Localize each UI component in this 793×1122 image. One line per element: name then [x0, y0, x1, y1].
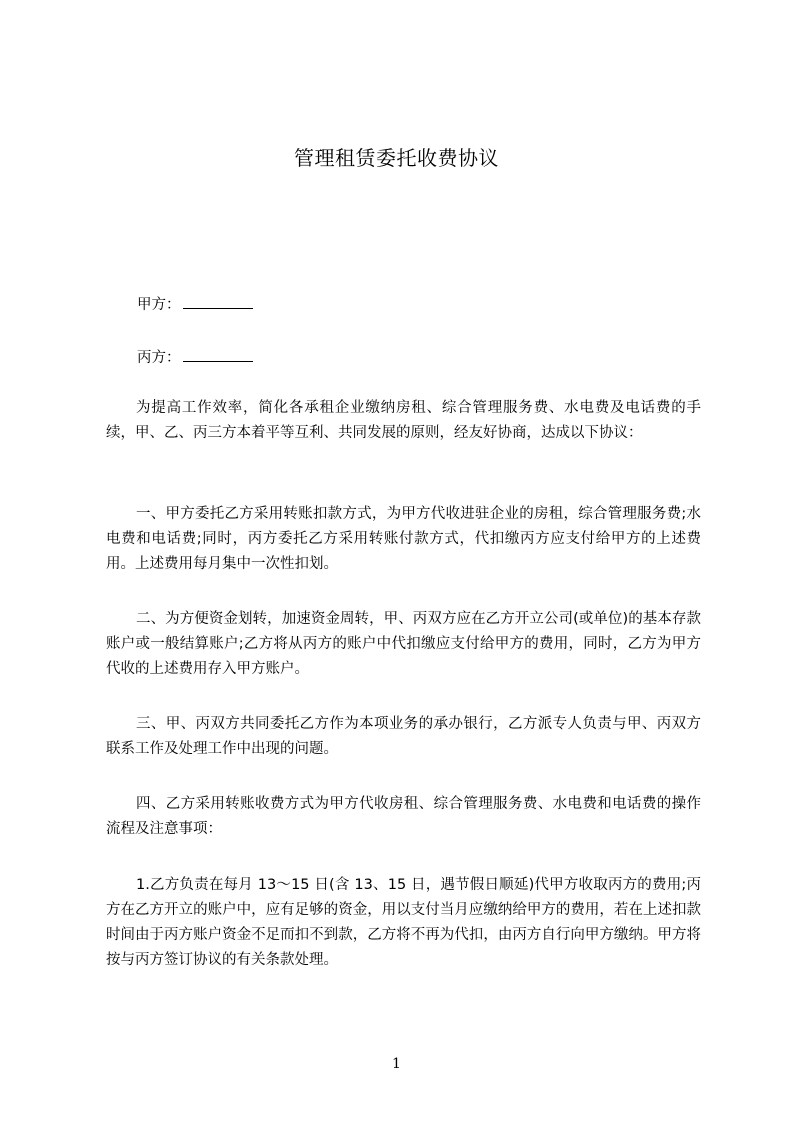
paragraph-intro: 为提高工作效率，简化各承租企业缴纳房租、综合管理服务费、水电费及电话费的手续，甲、乙、丙三方本着平等互利、共同发展的原则，经友好协商，达成以下协议： — [106, 400, 701, 441]
party-a-field — [137, 293, 253, 314]
page-number: 1 — [392, 1056, 401, 1072]
paragraph-clause-3: 三、甲、丙双方共同委托乙方作为本项业务的承办银行，乙方派专人负责与甲、丙双方联系工作及处理工作中出现的问题。 — [106, 716, 701, 757]
party-c-label: 丙方： — [137, 350, 181, 366]
paragraph-clause-4-item-1: 1.乙方负责在每月 13～15 日(含 13、15 日，遇节假日顺延)代甲方收取丙方的费用;丙方在乙方开立的账户中，应有足够的资金，用以支付当月应缴纳给甲方的费用，若在上述扣款时间由于丙方账户资金不足而扣不到款，乙方将不再为代扣，由丙方自行向甲方缴纳。甲方将按与丙方签订协议的有关条款处理。 — [106, 877, 701, 968]
paragraph-clause-4: 四、乙方采用转账收费方式为甲方代收房租、综合管理服务费、水电费和电话费的操作流程及注意事项： — [106, 796, 701, 837]
party-a-label: 甲方： — [137, 297, 181, 313]
paragraph-clause-1: 一、甲方委托乙方采用转账扣款方式，为甲方代收进驻企业的房租，综合管理服务费;水电费和电话费;同时，丙方委托乙方采用转账付款方式，代扣缴丙方应支付给甲方的上述费用。上述费用每月集中一次性扣划。 — [106, 506, 701, 572]
party-c-field — [137, 346, 253, 367]
party-a-blank-line — [183, 294, 253, 309]
paragraph-clause-2: 二、为方便资金划转，加速资金周转，甲、丙双方应在乙方开立公司(或单位)的基本存款账户或一般结算账户;乙方将从丙方的账户中代扣缴应支付给甲方的费用，同时，乙方为甲方代收的上述费用存入甲方账户。 — [106, 611, 701, 677]
document-title: 管理租赁委托收费协议 — [294, 146, 499, 170]
party-c-blank-line — [183, 347, 253, 362]
